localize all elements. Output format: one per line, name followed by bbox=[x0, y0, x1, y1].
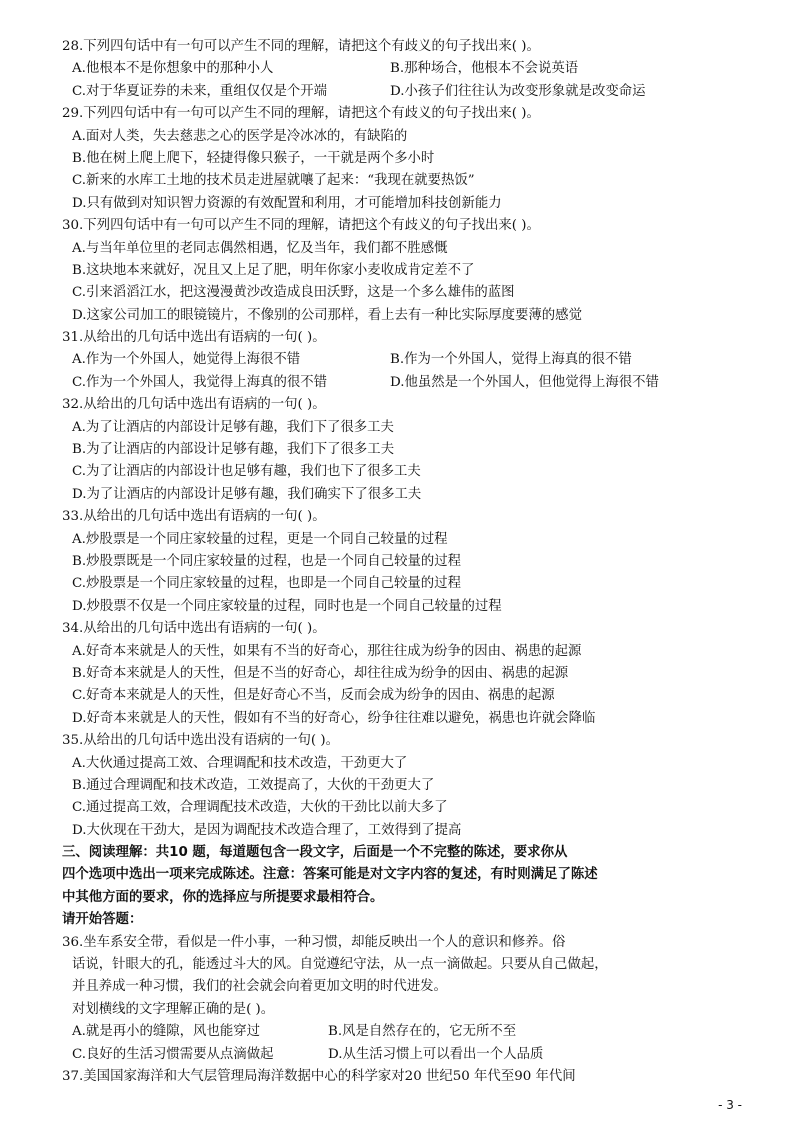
option-row bbox=[62, 58, 762, 80]
q36-line: 36.坐车系安全带，看似是一件小事，一种习惯，却能反映出一个人的意识和修养。俗 bbox=[62, 934, 566, 950]
question-block bbox=[62, 215, 762, 327]
question-stem: 33.从给出的几句话中选出有语病的一句( )。 bbox=[62, 509, 326, 525]
option-b: B.风是自然存在的，它无所不至 bbox=[328, 1024, 517, 1040]
question-37-stem: 37.美国国家海洋和大气层管理局海洋数据中心的科学家对20 世纪50 年代至90 年代间 bbox=[62, 1068, 576, 1084]
option-c: C.通过提高工效，合理调配技术改造，大伙的干劲比以前大多了 bbox=[72, 800, 448, 816]
option-row bbox=[62, 1021, 762, 1043]
question-block bbox=[62, 36, 762, 103]
option-d: D.他虽然是一个外国人，但他觉得上海很不错 bbox=[390, 374, 659, 390]
option-b: B.好奇本来就是人的天性，但是不当的好奇心，却往往成为纷争的因由、祸患的起源 bbox=[72, 665, 569, 681]
section-line: 中其他方面的要求，你的选择应与所提要求最相符合。 bbox=[62, 889, 384, 905]
option-c: C.炒股票是一个同庄家较量的过程，也即是一个同自己较量的过程 bbox=[72, 576, 461, 592]
option-d: D.炒股票不仅是一个同庄家较量的过程，同时也是一个同自己较量的过程 bbox=[72, 598, 502, 614]
option-b: B.作为一个外国人，觉得上海真的很不错 bbox=[390, 352, 632, 368]
exam-page bbox=[62, 36, 762, 1088]
question-stem: 30.下列四句话中有一句可以产生不同的理解，请把这个有歧义的句子找出来( )。 bbox=[62, 218, 540, 234]
option-b: B.炒股票既是一个同庄家较量的过程，也是一个同自己较量的过程 bbox=[72, 553, 462, 569]
option-c: C.引来滔滔江水，把这漫漫黄沙改造成良田沃野，这是一个多么雄伟的蓝图 bbox=[72, 285, 515, 301]
question-block bbox=[62, 103, 762, 215]
option-d: D.从生活习惯上可以看出一个人品质 bbox=[328, 1046, 544, 1062]
option-row bbox=[62, 81, 762, 103]
q36-question: 对划横线的文字理解正确的是( )。 bbox=[72, 1001, 275, 1017]
option-d: D.这家公司加工的眼镜镜片，不像别的公司那样，看上去有一种比实际厚度要薄的感觉 bbox=[72, 307, 582, 323]
question-stem: 31.从给出的几句话中选出有语病的一句( )。 bbox=[62, 330, 326, 346]
option-a: A.为了让酒店的内部设计足够有趣，我们下了很多工夫 bbox=[72, 419, 394, 435]
question-block bbox=[62, 618, 762, 730]
option-a: A.就是再小的缝隙，风也能穿过 bbox=[72, 1024, 261, 1040]
option-a: A.与当年单位里的老同志偶然相遇，忆及当年，我们都不胜感慨 bbox=[72, 240, 448, 256]
option-b: B.那种场合，他根本不会说英语 bbox=[390, 61, 579, 77]
question-stem: 35.从给出的几句话中选出没有语病的一句( )。 bbox=[62, 733, 340, 749]
option-d: D.只有做到对知识智力资源的有效配置和利用，才可能增加科技创新能力 bbox=[72, 195, 502, 211]
page-number: - 3 - bbox=[718, 1098, 742, 1112]
option-b: B.他在树上爬上爬下，轻捷得像只猴子，一干就是两个多小时 bbox=[72, 150, 435, 166]
option-c: C.新来的水库工土地的技术员走进屋就嚷了起来：“我现在就要热饭” bbox=[72, 173, 475, 189]
question-stem: 34.从给出的几句话中选出有语病的一句( )。 bbox=[62, 621, 326, 637]
option-row bbox=[62, 1044, 762, 1066]
q36-line: 话说，针眼大的孔，能透过斗大的风。自觉遵纪守法，从一点一滴做起。只要从自己做起， bbox=[72, 957, 608, 973]
option-a: A.作为一个外国人，她觉得上海很不错 bbox=[72, 352, 301, 368]
question-block bbox=[62, 394, 762, 506]
option-d: D.为了让酒店的内部设计足够有趣，我们确实下了很多工夫 bbox=[72, 486, 422, 502]
question-stem: 28.下列四句话中有一句可以产生不同的理解，请把这个有歧义的句子找出来( )。 bbox=[62, 39, 540, 54]
option-d: D.好奇本来就是人的天性，假如有不当的好奇心，纷争往往难以避免，祸患也许就会降临 bbox=[72, 710, 596, 726]
option-d: D.小孩子们往往认为改变形象就是改变命运 bbox=[390, 83, 646, 99]
option-b: B.为了让酒店的内部设计足够有趣，我们下了很多工夫 bbox=[72, 442, 395, 458]
question-stem: 32.从给出的几句话中选出有语病的一句( )。 bbox=[62, 397, 326, 413]
option-b: B.通过合理调配和技术改造，工效提高了，大伙的干劲更大了 bbox=[72, 777, 435, 793]
option-c: C.作为一个外国人，我觉得上海真的很不错 bbox=[72, 374, 328, 390]
question-block bbox=[62, 327, 762, 394]
option-a: A.炒股票是一个同庄家较量的过程，更是一个同自己较量的过程 bbox=[72, 531, 448, 547]
question-stem: 29.下列四句话中有一句可以产生不同的理解，请把这个有歧义的句子找出来( )。 bbox=[62, 106, 540, 122]
option-a: A.面对人类，失去慈悲之心的医学是冷冰冰的，有缺陷的 bbox=[72, 128, 408, 144]
option-a: A.大伙通过提高工效、合理调配和技术改造，干劲更大了 bbox=[72, 755, 408, 771]
option-b: B.这块地本来就好，况且又上足了肥，明年你家小麦收成肯定差不了 bbox=[72, 262, 475, 278]
question-36 bbox=[62, 932, 762, 1066]
q36-line: 并且养成一种习惯，我们的社会就会向着更加文明的时代进发。 bbox=[72, 979, 447, 995]
option-c: C.良好的生活习惯需要从点滴做起 bbox=[72, 1046, 274, 1062]
option-row bbox=[62, 349, 762, 371]
question-block bbox=[62, 730, 762, 842]
option-d: D.大伙现在干劲大，是因为调配技术改造合理了，工效得到了提高 bbox=[72, 822, 462, 838]
section-line: 四个选项中选出一项来完成陈述。注意：答案可能是对文字内容的复述，有时则满足了陈述 bbox=[62, 867, 598, 883]
option-c: C.对于华夏证券的未来，重组仅仅是个开端 bbox=[72, 83, 328, 99]
option-a: A.好奇本来就是人的天性，如果有不当的好奇心，那往往成为纷争的因由、祸患的起源 bbox=[72, 643, 582, 659]
option-row bbox=[62, 372, 762, 394]
option-c: C.好奇本来就是人的天性，但是好奇心不当，反而会成为纷争的因由、祸患的起源 bbox=[72, 688, 555, 704]
question-list bbox=[62, 36, 762, 842]
option-a: A.他根本不是你想象中的那种小人 bbox=[72, 61, 274, 77]
start-prompt: 请开始答题： bbox=[62, 912, 143, 928]
option-c: C.为了让酒店的内部设计也足够有趣，我们也下了很多工夫 bbox=[72, 464, 421, 480]
section-heading bbox=[62, 842, 762, 932]
question-block bbox=[62, 506, 762, 618]
section-line: 三、阅读理解：共10 题，每道题包含一段文字，后面是一个不完整的陈述，要求你从 bbox=[62, 845, 568, 861]
